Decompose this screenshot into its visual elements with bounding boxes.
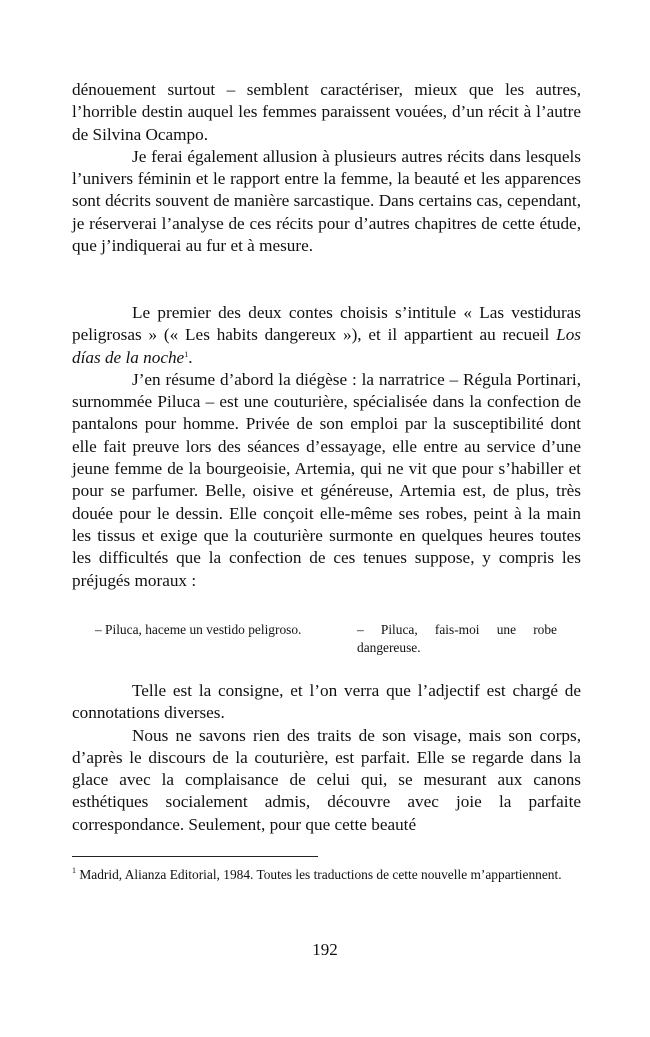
body-text-top xyxy=(72,79,581,257)
paragraph-title-intro xyxy=(72,302,581,369)
body-text-bottom xyxy=(72,680,581,836)
footnote xyxy=(72,865,581,884)
body-text-middle xyxy=(72,302,581,592)
footnote-text: Madrid, Alianza Editorial, 1984. Toutes les traductions de cette nouvelle m’appartiennent. xyxy=(76,867,562,882)
paragraph-continuation: dénouement surtout – semblent caractériser, mieux que les autres, l’horrible destin auquel les femmes paraissent vouées, d’un récit à l’autre de Silvina Ocampo. xyxy=(72,80,581,144)
paragraph-consigne: Telle est la consigne, et l’on verra que l’adjectif est chargé de connotations diverses. xyxy=(72,681,581,723)
footnote-divider xyxy=(72,856,318,857)
book-title: Los días de la noche xyxy=(72,325,581,367)
quote-translation: – Piluca, fais-moi une robe dangereuse. xyxy=(357,622,557,655)
intro-end: . xyxy=(188,347,193,367)
footnote-marker: 1 xyxy=(72,866,76,875)
page-number: 192 xyxy=(312,940,338,959)
intro-text: Le premier des deux contes choisis s’intitule « Las vestiduras peligrosas » (« Les habits dangereux »), et il appartient au recueil xyxy=(72,303,581,345)
footnote-reference[interactable]: 1 xyxy=(184,349,189,359)
paragraph-allusion: Je ferai également allusion à plusieurs autres récits dans lesquels l’univers féminin et le rapport entre la femme, la beauté et les apparences sont décrits souvent de manière sarcastique. Dans certains cas, cependant, je réserverai l’analyse de ces récits pour d’autres chapitres de cette étude, que j’indiquerai au fur et à mesure. xyxy=(72,146,581,256)
paragraph-body: Nous ne savons rien des traits de son visage, mais son corps, d’après le discours de la couturière, est parfait. Elle se regarde dans la glace avec la complaisance de celui qui, se mesurant aux canons esthétiques socialement admis, découvre avec joie la parfaite correspondance. Seulement, pour que cette beauté xyxy=(72,725,581,834)
quote-original: – Piluca, haceme un vestido peligroso. xyxy=(95,622,302,637)
paragraph-summary: J’en résume d’abord la diégèse : la narratrice – Régula Portinari, surnommée Piluca – est une couturière, spécialisée dans la confection de pantalons pour homme. Privée de son emploi par la susceptibilité dont elle fait preuve lors des séances d’essayage, elle entre au service d’une jeune femme de la bourgeoisie, Artemia, qui ne vit que pour s’habiller et pour se parfumer. Belle, oisive et généreuse, Artemia est, de plus, très douée pour le dessin. Elle conçoit elle-même ses robes, peint à la main les tissus et exige que la couturière surmonte en quelques heures toutes les difficultés que la confection de ces tenues suppose, y compris les préjugés moraux : xyxy=(72,369,581,590)
